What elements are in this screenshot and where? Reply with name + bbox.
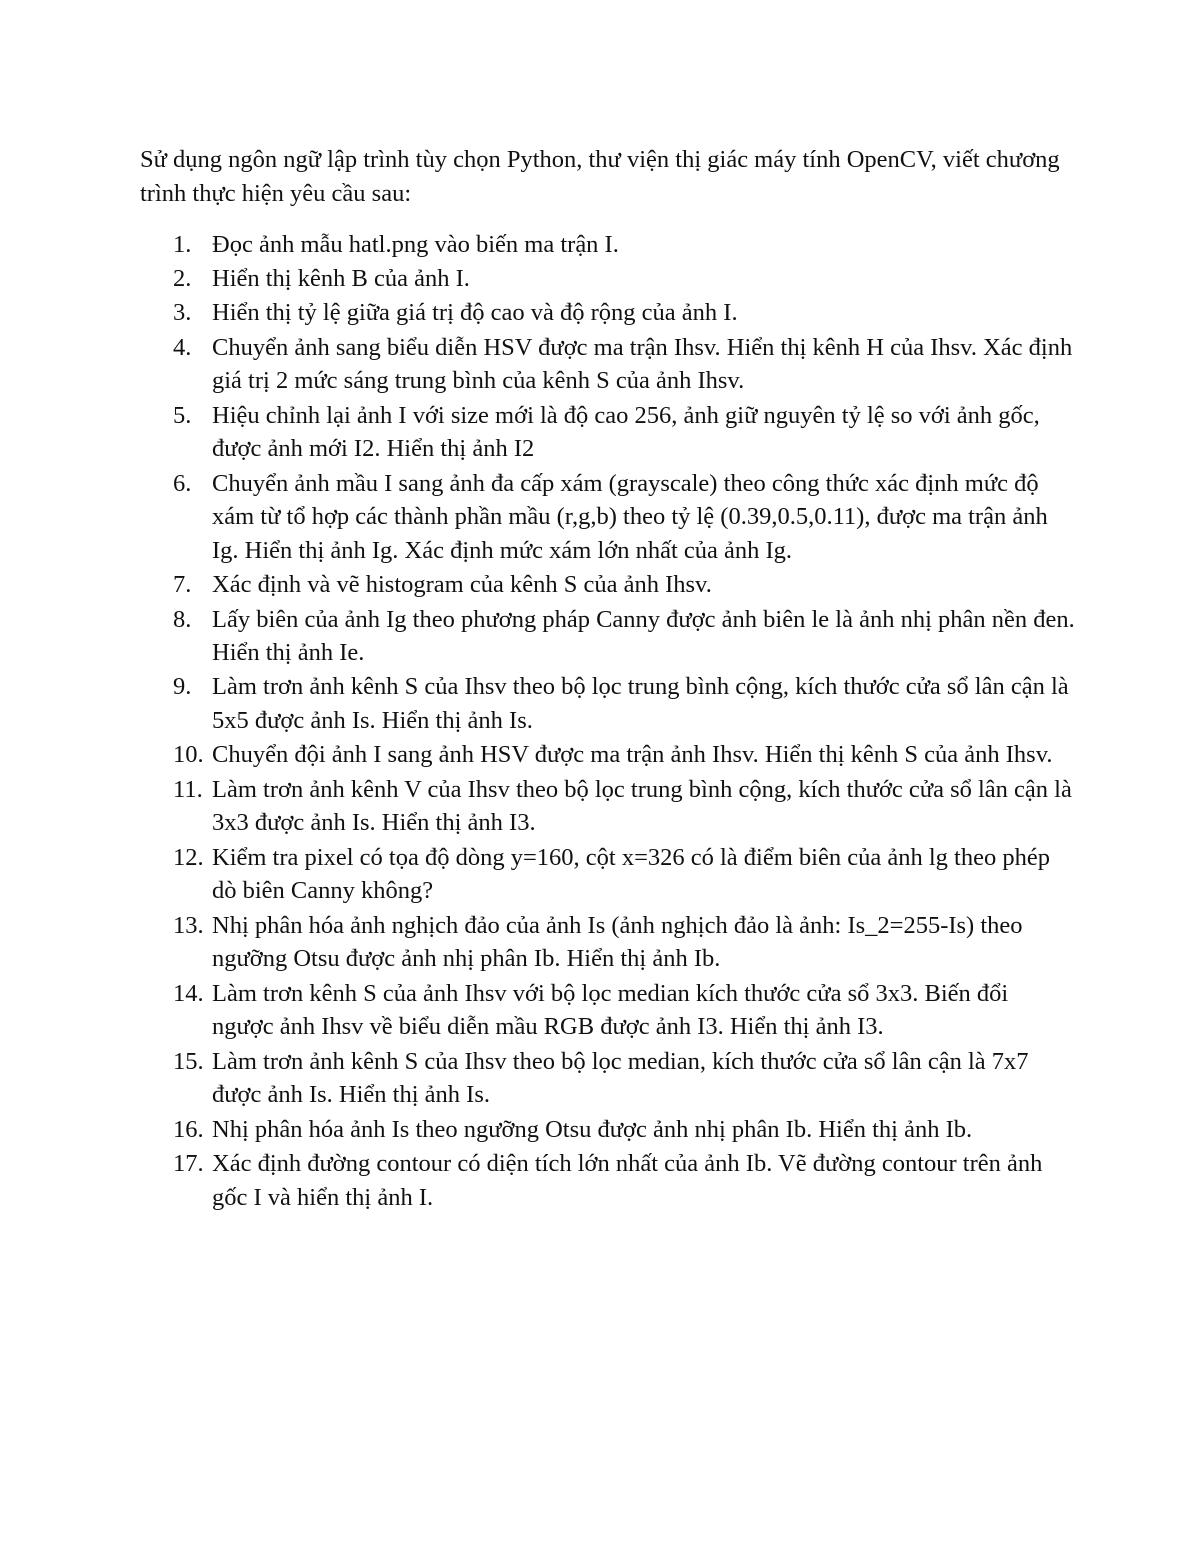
task-item-16 bbox=[140, 1113, 1075, 1147]
task-item-14 bbox=[140, 977, 1075, 1045]
task-number: 15. bbox=[173, 1047, 204, 1075]
task-number: 14. bbox=[173, 979, 204, 1007]
task-text: Đọc ảnh mẫu hatl.png vào biến ma trận I. bbox=[212, 231, 619, 258]
task-text: Hiển thị tỷ lệ giữa giá trị độ cao và độ rộng của ảnh I. bbox=[212, 299, 738, 327]
task-number: 16. bbox=[173, 1115, 204, 1143]
task-text: Hiệu chỉnh lại ảnh I với size mới là độ cao 256, ảnh giữ nguyên tỷ lệ so với ảnh gốc, được ảnh mới I2. Hiển thị ảnh I2 bbox=[212, 401, 1040, 463]
task-text: Làm trơn ảnh kênh S của Ihsv theo bộ lọc trung bình cộng, kích thước cửa sổ lân cận là 5x5 được ảnh Is. Hiển thị ảnh Is. bbox=[212, 673, 1069, 735]
task-number: 2. bbox=[173, 265, 192, 293]
task-number: 8. bbox=[173, 605, 192, 633]
intro-paragraph: Sử dụng ngôn ngữ lập trình tùy chọn Python, thư viện thị giác máy tính OpenCV, viết chương trình thực hiện yêu cầu sau: bbox=[140, 146, 1060, 207]
task-text: Chuyển đội ảnh I sang ảnh HSV được ma trận ảnh Ihsv. Hiển thị kênh S của ảnh Ihsv. bbox=[212, 741, 1053, 769]
task-text: Hiển thị kênh B của ảnh I. bbox=[212, 265, 470, 293]
task-number: 4. bbox=[173, 333, 192, 361]
task-item-17 bbox=[140, 1147, 1075, 1215]
task-item-7 bbox=[140, 568, 1075, 602]
task-item-5 bbox=[140, 399, 1075, 467]
task-number: 3. bbox=[173, 299, 192, 327]
task-number: 12. bbox=[173, 843, 204, 871]
task-text: Làm trơn ảnh kênh S của Ihsv theo bộ lọc median, kích thước cửa sổ lân cận là 7x7 được ảnh Is. Hiển thị ảnh Is. bbox=[212, 1047, 1029, 1109]
task-number: 13. bbox=[173, 911, 204, 939]
task-text: Nhị phân hóa ảnh nghịch đảo của ảnh Is (ảnh nghịch đảo là ảnh: Is_2=255-Is) theo ngưỡng Otsu được ảnh nhị phân Ib. Hiển thị ảnh Ib. bbox=[212, 911, 1023, 973]
task-item-12 bbox=[140, 841, 1075, 909]
task-item-3 bbox=[140, 296, 1075, 330]
task-text: Chuyển ảnh mầu I sang ảnh đa cấp xám (grayscale) theo công thức xác định mức độ xám từ tổ hợp các thành phần mầu (r,g,b) theo tỷ lệ (0.39,0.5,0.11), được ma trận ảnh Ig. Hiển thị ảnh Ig. Xác định mức xám lớn nhất của ảnh Ig. bbox=[212, 469, 1048, 565]
task-item-13 bbox=[140, 909, 1075, 977]
task-number: 7. bbox=[173, 571, 192, 599]
task-text: Chuyển ảnh sang biểu diễn HSV được ma trận Ihsv. Hiển thị kênh H của Ihsv. Xác định giá trị 2 mức sáng trung bình của kênh S của ảnh Ihsv. bbox=[212, 333, 1073, 395]
task-number: 5. bbox=[173, 401, 192, 429]
task-number: 10. bbox=[173, 741, 204, 769]
task-text: Kiểm tra pixel có tọa độ dòng y=160, cột x=326 có là điểm biên của ảnh lg theo phép dò biên Canny không? bbox=[212, 843, 1050, 905]
task-item-15 bbox=[140, 1045, 1075, 1113]
task-text: Nhị phân hóa ảnh Is theo ngưỡng Otsu được ảnh nhị phân Ib. Hiển thị ảnh Ib. bbox=[212, 1115, 973, 1143]
task-item-8 bbox=[140, 603, 1075, 671]
task-text: Xác định và vẽ histogram của kênh S của ảnh Ihsv. bbox=[212, 571, 712, 599]
task-number: 11. bbox=[173, 775, 203, 803]
task-item-11 bbox=[140, 773, 1075, 841]
task-number: 17. bbox=[173, 1149, 204, 1177]
task-number: 1. bbox=[173, 231, 192, 258]
task-text: Lấy biên của ảnh Ig theo phương pháp Canny được ảnh biên le là ảnh nhị phân nền đen. Hiển thị ảnh Ie. bbox=[212, 605, 1075, 667]
task-text: Làm trơn kênh S của ảnh Ihsv với bộ lọc median kích thước cửa sổ 3x3. Biến đổi ngược ảnh Ihsv về biểu diễn mầu RGB được ảnh I3. Hiển thị ảnh I3. bbox=[212, 979, 1009, 1041]
task-text: Làm trơn ảnh kênh V của Ihsv theo bộ lọc trung bình cộng, kích thước cửa sổ lân cận là 3x3 được ảnh Is. Hiển thị ảnh I3. bbox=[212, 775, 1072, 837]
task-item-4 bbox=[140, 331, 1075, 399]
task-item-2 bbox=[140, 262, 1075, 296]
task-text: Xác định đường contour có diện tích lớn nhất của ảnh Ib. Vẽ đường contour trên ảnh gốc I và hiển thị ảnh I. bbox=[212, 1149, 1043, 1211]
task-list bbox=[140, 228, 1075, 1215]
task-item-6 bbox=[140, 467, 1075, 568]
task-item-1 bbox=[140, 228, 1075, 262]
task-number: 6. bbox=[173, 469, 192, 497]
task-number: 9. bbox=[173, 673, 192, 701]
task-item-10 bbox=[140, 738, 1075, 772]
task-item-9 bbox=[140, 670, 1075, 738]
